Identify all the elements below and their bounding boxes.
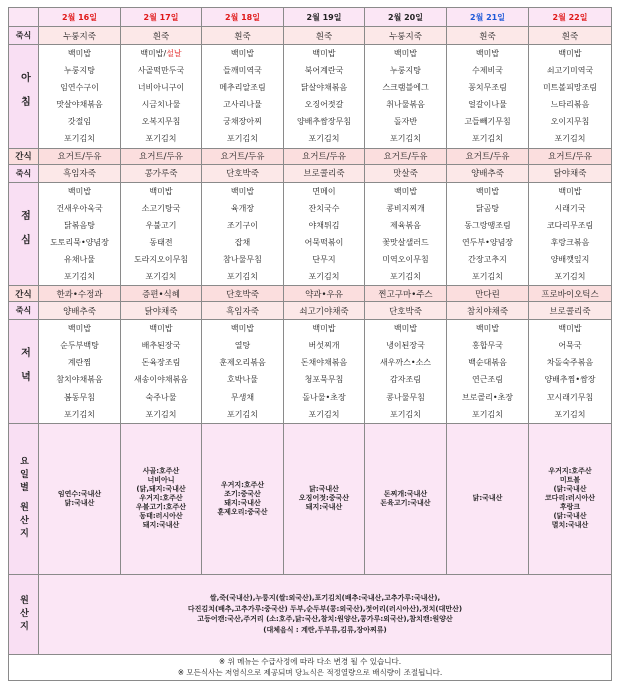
menu-item: 북어계란국 bbox=[304, 66, 344, 76]
menu-item: 소고기탕국 bbox=[141, 203, 181, 213]
dinner-menu-cell bbox=[202, 320, 284, 424]
common-origin-cell bbox=[39, 574, 612, 654]
menu-item: 꽃맛살샐러드 bbox=[382, 237, 429, 247]
menu-item: 스크램블에그 bbox=[382, 83, 429, 93]
morning-snack-cell: 요거트/두유 bbox=[121, 148, 202, 164]
menu-item: 포기김치 bbox=[227, 134, 258, 144]
menu-item: 고들빼기무침 bbox=[464, 117, 511, 127]
common-origin-line: 고등어캔:국산,주거리 (소:호주,닭:국산,참치:원양산,콩가루:외국산),참치캔:원양산 bbox=[197, 615, 453, 624]
menu-item: 미역오이무침 bbox=[382, 254, 429, 264]
menu-item: 육개장 bbox=[230, 203, 255, 213]
afternoon-snack-cell: 단호박죽 bbox=[202, 286, 284, 302]
menu-item: 브로콜리•초장 bbox=[461, 392, 514, 402]
menu-item: 궁채장아찌 bbox=[223, 117, 262, 127]
menu-item: 사골떡만두국 bbox=[137, 66, 185, 76]
origin-cell-day-1 bbox=[39, 423, 121, 574]
row-label-lunch-porridge: 죽식 bbox=[9, 164, 39, 182]
origin-line: 닭:국내산 bbox=[64, 498, 95, 507]
origin-line: 닭:국내산 bbox=[472, 494, 503, 503]
menu-item: 돌나물•초장 bbox=[302, 392, 346, 402]
lunch-porridge-cell: 양배추죽 bbox=[447, 164, 529, 182]
holiday-label: 설날 bbox=[166, 49, 182, 58]
morning-porridge-cell: 흰죽 bbox=[284, 27, 365, 45]
origin-line: 후랑크 bbox=[559, 503, 581, 512]
common-origin-line: 쌀,죽(국내산),누룽지(쌀:외국산),포기김치(배추:국내산,고추가루:국내산), bbox=[209, 594, 441, 603]
menu-item: 시금치나물 bbox=[141, 100, 181, 110]
menu-item: 어묵떡볶이 bbox=[304, 237, 344, 247]
origin-line: 우거지:호주산 bbox=[139, 494, 183, 503]
origin-line: 임연수:국내산 bbox=[57, 489, 102, 498]
origin-line: 돼지:국내산 bbox=[224, 498, 261, 507]
origin-line: 멸치:국내산 bbox=[551, 521, 589, 530]
common-origin-row bbox=[9, 574, 612, 654]
day-header-1: 2월 16일 bbox=[39, 8, 121, 27]
menu-item: 포기김치 bbox=[145, 134, 177, 144]
afternoon-snack-cell: 한과•수정과 bbox=[39, 286, 121, 302]
menu-item: 백순대볶음 bbox=[468, 358, 507, 368]
menu-item: 유채나물 bbox=[64, 254, 95, 264]
dinner-porridge-cell: 닭야채죽 bbox=[121, 302, 202, 320]
menu-item: 포기김치 bbox=[308, 272, 340, 282]
origin-line: 동태:러시아산 bbox=[139, 512, 183, 521]
origin-line: 돼지:국내산 bbox=[305, 503, 343, 512]
menu-item: 임연수구이 bbox=[60, 83, 99, 93]
menu-item: 연근조림 bbox=[472, 375, 503, 385]
dinner-menu-cell bbox=[529, 320, 612, 424]
label-text: 요일별 원산지 bbox=[18, 456, 28, 542]
corner-cell bbox=[9, 8, 39, 27]
menu-item: 봄동무침 bbox=[64, 392, 95, 402]
dinner-row bbox=[9, 320, 612, 424]
lunch-menu-cell bbox=[202, 182, 284, 286]
menu-item: 닭살야채볶음 bbox=[300, 83, 348, 93]
origin-line: 조기:중국산 bbox=[224, 489, 261, 498]
dinner-porridge-cell: 양배추죽 bbox=[39, 302, 121, 320]
origin-line: 우거지:호주산 bbox=[548, 467, 592, 476]
lunch-menu-cell bbox=[284, 182, 365, 286]
menu-item: 백미밥 bbox=[149, 186, 173, 196]
menu-item: 순두부백탕 bbox=[60, 341, 99, 351]
menu-item: 백미밥 bbox=[558, 49, 582, 58]
menu-item: 어묵국 bbox=[558, 341, 582, 351]
menu-item: 백미밥 bbox=[312, 49, 336, 58]
morning-snack-cell: 요거트/두유 bbox=[447, 148, 529, 164]
origin-line: 닭:국내산 bbox=[309, 485, 339, 494]
menu-item: 포기김치 bbox=[390, 134, 421, 144]
menu-item: 포기김치 bbox=[227, 409, 258, 419]
lunch-menu-cell bbox=[447, 182, 529, 286]
day-header-7: 2월 22일 bbox=[529, 8, 612, 27]
afternoon-snack-cell: 약과•우유 bbox=[284, 286, 365, 302]
origin-cell-day-2 bbox=[121, 423, 202, 574]
row-label-origin-by-day bbox=[9, 423, 39, 574]
menu-item: 누룽지탕 bbox=[390, 66, 421, 76]
origin-line: 사골:호주산 bbox=[142, 467, 180, 476]
menu-item: 감자조림 bbox=[390, 375, 421, 385]
menu-item: 우불고기 bbox=[145, 220, 177, 230]
origin-line: 돈육고기:국내산 bbox=[380, 498, 431, 507]
origin-cell-day-7 bbox=[529, 423, 612, 574]
origin-line: 코다리:러시아산 bbox=[544, 494, 596, 503]
origin-cell-day-3 bbox=[202, 423, 284, 574]
menu-item: 얼갈이나물 bbox=[468, 100, 507, 110]
menu-item: 포기김치 bbox=[472, 134, 503, 144]
menu-item: 쇠고기미역국 bbox=[546, 66, 594, 76]
menu-item: 백미밥 bbox=[67, 186, 92, 196]
menu-item: 양배추찜•쌈장 bbox=[544, 375, 596, 385]
menu-item: 콩비지찌개 bbox=[386, 203, 425, 213]
dinner-menu-cell bbox=[121, 320, 202, 424]
morning-porridge-cell: 흰죽 bbox=[121, 27, 202, 45]
menu-item: 버섯찌개 bbox=[308, 341, 340, 351]
menu-item: 계란찜 bbox=[67, 358, 92, 368]
menu-item: 백미밥 bbox=[393, 186, 418, 196]
morning-snack-cell: 요거트/두유 bbox=[39, 148, 121, 164]
afternoon-snack-cell: 증편•식혜 bbox=[121, 286, 202, 302]
menu-item: 백미밥 bbox=[67, 324, 92, 334]
menu-item: 백미밥 bbox=[558, 324, 582, 334]
menu-item: 잡채 bbox=[234, 237, 251, 247]
lunch-porridge-cell: 단호박죽 bbox=[202, 164, 284, 182]
lunch-row bbox=[9, 182, 612, 286]
lunch-porridge-cell: 맛살죽 bbox=[365, 164, 447, 182]
menu-item: 포기김치 bbox=[64, 134, 95, 144]
menu-item: 포기김치 bbox=[64, 272, 95, 282]
dinner-menu-cell bbox=[39, 320, 121, 424]
afternoon-snack-cell: 프로바이오틱스 bbox=[529, 286, 612, 302]
origin-line: 너비아니 bbox=[147, 476, 175, 485]
menu-item: 포기김치 bbox=[390, 409, 421, 419]
menu-item: 참나물무침 bbox=[223, 254, 262, 264]
dinner-porridge-cell: 흑임자죽 bbox=[202, 302, 284, 320]
morning-porridge-cell: 흰죽 bbox=[202, 27, 284, 45]
morning-snack-row bbox=[9, 148, 612, 164]
menu-item: 맛살야채볶음 bbox=[56, 100, 103, 110]
origin-line: 우거지:호주산 bbox=[220, 480, 265, 489]
menu-item: 고사리나물 bbox=[223, 100, 262, 110]
menu-item: 무생채 bbox=[230, 392, 255, 402]
menu-item: 동태전 bbox=[149, 237, 173, 247]
menu-item: 돌자반 bbox=[393, 117, 418, 127]
menu-item: 포기김치 bbox=[554, 272, 586, 282]
dinner-porridge-cell: 참치야채죽 bbox=[447, 302, 529, 320]
row-label-dinner bbox=[9, 320, 39, 424]
menu-item: 포기김치 bbox=[227, 272, 258, 282]
menu-item: 백미밥 bbox=[312, 324, 336, 334]
morning-menu-cell bbox=[365, 45, 447, 149]
menu-item: 단무지 bbox=[312, 254, 336, 264]
origin-line: 돈찌개:국내산 bbox=[383, 489, 428, 498]
afternoon-snack-cell: 만다린 bbox=[447, 286, 529, 302]
lunch-porridge-cell: 브로콜리죽 bbox=[284, 164, 365, 182]
menu-item: 백미밥 bbox=[393, 49, 418, 58]
menu-item: 호박나물 bbox=[227, 375, 258, 385]
weekly-menu-table bbox=[8, 7, 612, 681]
lunch-porridge-cell: 흑임자죽 bbox=[39, 164, 121, 182]
morning-snack-cell: 요거트/두유 bbox=[202, 148, 284, 164]
menu-item: 포기김치 bbox=[145, 272, 177, 282]
dinner-porridge-cell: 브로콜리죽 bbox=[529, 302, 612, 320]
day-header-5: 2월 20일 bbox=[365, 8, 447, 27]
date-header-row bbox=[9, 8, 612, 27]
menu-item: 돈채야채볶음 bbox=[300, 358, 348, 368]
menu-item: 백미밥 bbox=[393, 324, 418, 334]
menu-item: 백미밥 bbox=[230, 49, 255, 58]
morning-snack-cell: 요거트/두유 bbox=[529, 148, 612, 164]
menu-item: 수제비국 bbox=[472, 66, 503, 76]
menu-item: 너비아니구이 bbox=[137, 83, 185, 93]
menu-item: 포기김치 bbox=[554, 409, 586, 419]
dinner-menu-cell bbox=[284, 320, 365, 424]
origin-line: 훈제오리:중국산 bbox=[217, 507, 268, 516]
menu-item: 돈육장조림 bbox=[141, 358, 181, 368]
label-text: 원산지 bbox=[18, 594, 28, 634]
menu-item: 새송이야채볶음 bbox=[133, 375, 189, 385]
menu-item: 콩나물무침 bbox=[386, 392, 425, 402]
menu-item: 배추된장국 bbox=[141, 341, 181, 351]
menu-item: 양배깻잎지 bbox=[550, 254, 590, 264]
note-line: ※ 모든식사는 저염식으로 제공되며 당뇨식은 적정열량으로 배식량이 조절됩니다. bbox=[177, 668, 443, 678]
menu-item: 닭볶음탕 bbox=[64, 220, 95, 230]
menu-item: 백미밥 bbox=[475, 324, 500, 334]
menu-item: 백미밥 bbox=[475, 49, 500, 58]
menu-item: 포기김치 bbox=[308, 409, 340, 419]
row-label-common-origin bbox=[9, 574, 39, 654]
menu-item: 냉이된장국 bbox=[386, 341, 425, 351]
lunch-menu-cell bbox=[39, 182, 121, 286]
menu-item: 꽁치무조림 bbox=[468, 83, 507, 93]
lunch-porridge-cell: 닭야채죽 bbox=[529, 164, 612, 182]
menu-item: 열탕 bbox=[234, 341, 251, 351]
origin-line: 오징어젓:중국산 bbox=[298, 494, 350, 503]
afternoon-snack-cell: 찐고구마•주스 bbox=[365, 286, 447, 302]
row-label-afternoon-snack: 간식 bbox=[9, 286, 39, 302]
dinner-menu-cell bbox=[447, 320, 529, 424]
menu-item: 시래기국 bbox=[554, 203, 586, 213]
dinner-porridge-cell: 쇠고기야채죽 bbox=[284, 302, 365, 320]
morning-menu-cell bbox=[447, 45, 529, 149]
menu-item: 포기김치 bbox=[308, 134, 340, 144]
menu-item: 백미밥 bbox=[230, 324, 255, 334]
afternoon-snack-row bbox=[9, 286, 612, 302]
lunch-menu-cell bbox=[121, 182, 202, 286]
menu-item: 제육볶음 bbox=[390, 220, 421, 230]
origin-cell-day-4 bbox=[284, 423, 365, 574]
menu-item: 오징어젓갈 bbox=[304, 100, 344, 110]
origin-line: (닭:국내산 bbox=[553, 512, 587, 521]
menu-item: 새우까스•소스 bbox=[379, 358, 432, 368]
menu-item: 포기김치 bbox=[472, 409, 503, 419]
menu-item: 동그랑땡조림 bbox=[464, 220, 511, 230]
lunch-menu-cell bbox=[365, 182, 447, 286]
menu-item: 포기김치 bbox=[472, 272, 503, 282]
menu-item: 미트볼피망조림 bbox=[542, 83, 598, 93]
day-header-2: 2월 17일 bbox=[121, 8, 202, 27]
menu-item: 건새우아욱국 bbox=[56, 203, 103, 213]
day-header-4: 2월 19일 bbox=[284, 8, 365, 27]
morning-snack-cell: 요거트/두유 bbox=[365, 148, 447, 164]
menu-item: 닭곰탕 bbox=[475, 203, 500, 213]
menu-item: 백미밥 bbox=[149, 324, 173, 334]
menu-item: 취나물볶음 bbox=[386, 100, 425, 110]
menu-item: 오복지무침 bbox=[141, 117, 181, 127]
row-label-morning-snack: 간식 bbox=[9, 148, 39, 164]
menu-item: 조기구이 bbox=[227, 220, 258, 230]
dinner-porridge-cell: 단호박죽 bbox=[365, 302, 447, 320]
menu-item: 백미밥 bbox=[475, 186, 500, 196]
row-label-dinner-porridge: 죽식 bbox=[9, 302, 39, 320]
morning-porridge-cell: 흰죽 bbox=[447, 27, 529, 45]
origin-line: 우불고기:호주산 bbox=[135, 503, 187, 512]
dinner-menu-cell bbox=[365, 320, 447, 424]
menu-item: 백미밥 bbox=[67, 49, 92, 58]
morning-menu-cell bbox=[202, 45, 284, 149]
morning-menu-cell bbox=[284, 45, 365, 149]
menu-item: 간장고추지 bbox=[468, 254, 507, 264]
common-origin-line: 다진김치(배추,고추가루:중국산) 두부,순두부(콩:외국산),젓어리(러시아산),젓치(대만산) bbox=[187, 604, 463, 613]
menu-item: 백미밥 bbox=[558, 186, 582, 196]
lunch-porridge-row bbox=[9, 164, 612, 182]
menu-item: 잔치국수 bbox=[308, 203, 340, 213]
morning-porridge-cell: 누룽지죽 bbox=[39, 27, 121, 45]
lunch-menu-cell bbox=[529, 182, 612, 286]
menu-item: 누룽지탕 bbox=[64, 66, 95, 76]
menu-item: 숙주나물 bbox=[145, 392, 177, 402]
menu-item: 훈제오리볶음 bbox=[219, 358, 266, 368]
menu-item: 양배추쌈장무침 bbox=[296, 117, 352, 127]
menu-item: 도라지오이무침 bbox=[133, 254, 189, 264]
menu-item: 차돌숙주볶음 bbox=[546, 358, 594, 368]
menu-item: 코다리무조림 bbox=[546, 220, 594, 230]
note-line: ※ 위 메뉴는 수급사정에 따라 다소 변경 될 수 있습니다. bbox=[218, 657, 402, 667]
menu-item: 연두부•양념장 bbox=[461, 237, 514, 247]
menu-item: 포기김치 bbox=[390, 272, 421, 282]
menu-item: 들깨미역국 bbox=[223, 66, 262, 76]
day-header-3: 2월 18일 bbox=[202, 8, 284, 27]
menu-item: 오이지무침 bbox=[550, 117, 590, 127]
origin-line: (닭,돼지:국내산 bbox=[136, 485, 186, 494]
menu-item: 참치야채볶음 bbox=[56, 375, 103, 385]
origin-line: 돼지:국내산 bbox=[142, 521, 180, 530]
menu-item: 갓절임 bbox=[67, 117, 92, 127]
menu-item: 느타리볶음 bbox=[550, 100, 590, 110]
menu-item: 야채튀김 bbox=[308, 220, 340, 230]
morning-porridge-cell: 누룽지죽 bbox=[365, 27, 447, 45]
morning-row bbox=[9, 45, 612, 149]
menu-item: 후랑크볶음 bbox=[550, 237, 590, 247]
menu-item: 포기김치 bbox=[64, 409, 95, 419]
morning-menu-cell bbox=[529, 45, 612, 149]
menu-item: 포기김치 bbox=[145, 409, 177, 419]
menu-item: 홍합무국 bbox=[472, 341, 503, 351]
menu-item: 메추리알조림 bbox=[219, 83, 266, 93]
lunch-porridge-cell: 콩가루죽 bbox=[121, 164, 202, 182]
morning-porridge-row bbox=[9, 27, 612, 45]
label-text: 저녁 bbox=[18, 347, 30, 396]
menu-item: 백미밥/설날 bbox=[140, 49, 182, 58]
day-header-6: 2월 21일 bbox=[447, 8, 529, 27]
menu-item: 꼬시래기무침 bbox=[546, 392, 594, 402]
menu-item: 면메이 bbox=[312, 186, 336, 196]
origin-line: (닭:국내산 bbox=[553, 485, 587, 494]
row-label-morning bbox=[9, 45, 39, 149]
label-text: 아침 bbox=[18, 72, 30, 121]
origin-line: 미트볼 bbox=[559, 476, 581, 485]
notes-row bbox=[9, 654, 612, 680]
menu-item: 도토리묵•양념장 bbox=[50, 237, 109, 247]
morning-menu-cell bbox=[39, 45, 121, 149]
dinner-porridge-row bbox=[9, 302, 612, 320]
row-label-morning-porridge: 죽식 bbox=[9, 27, 39, 45]
row-label-lunch bbox=[9, 182, 39, 286]
menu-item: 포기김치 bbox=[554, 134, 586, 144]
origin-cell-day-6 bbox=[447, 423, 529, 574]
origin-cell-day-5 bbox=[365, 423, 447, 574]
morning-menu-cell bbox=[121, 45, 202, 149]
origin-by-day-row bbox=[9, 423, 612, 574]
morning-porridge-cell: 흰죽 bbox=[529, 27, 612, 45]
notes-cell bbox=[9, 654, 612, 680]
common-origin-line: (대체음식 : 계란,두부류,김류,장아찌류) bbox=[263, 625, 387, 634]
morning-snack-cell: 요거트/두유 bbox=[284, 148, 365, 164]
menu-item: 청포묵무침 bbox=[304, 375, 344, 385]
label-text: 점심 bbox=[18, 209, 30, 258]
menu-item: 백미밥 bbox=[230, 186, 255, 196]
